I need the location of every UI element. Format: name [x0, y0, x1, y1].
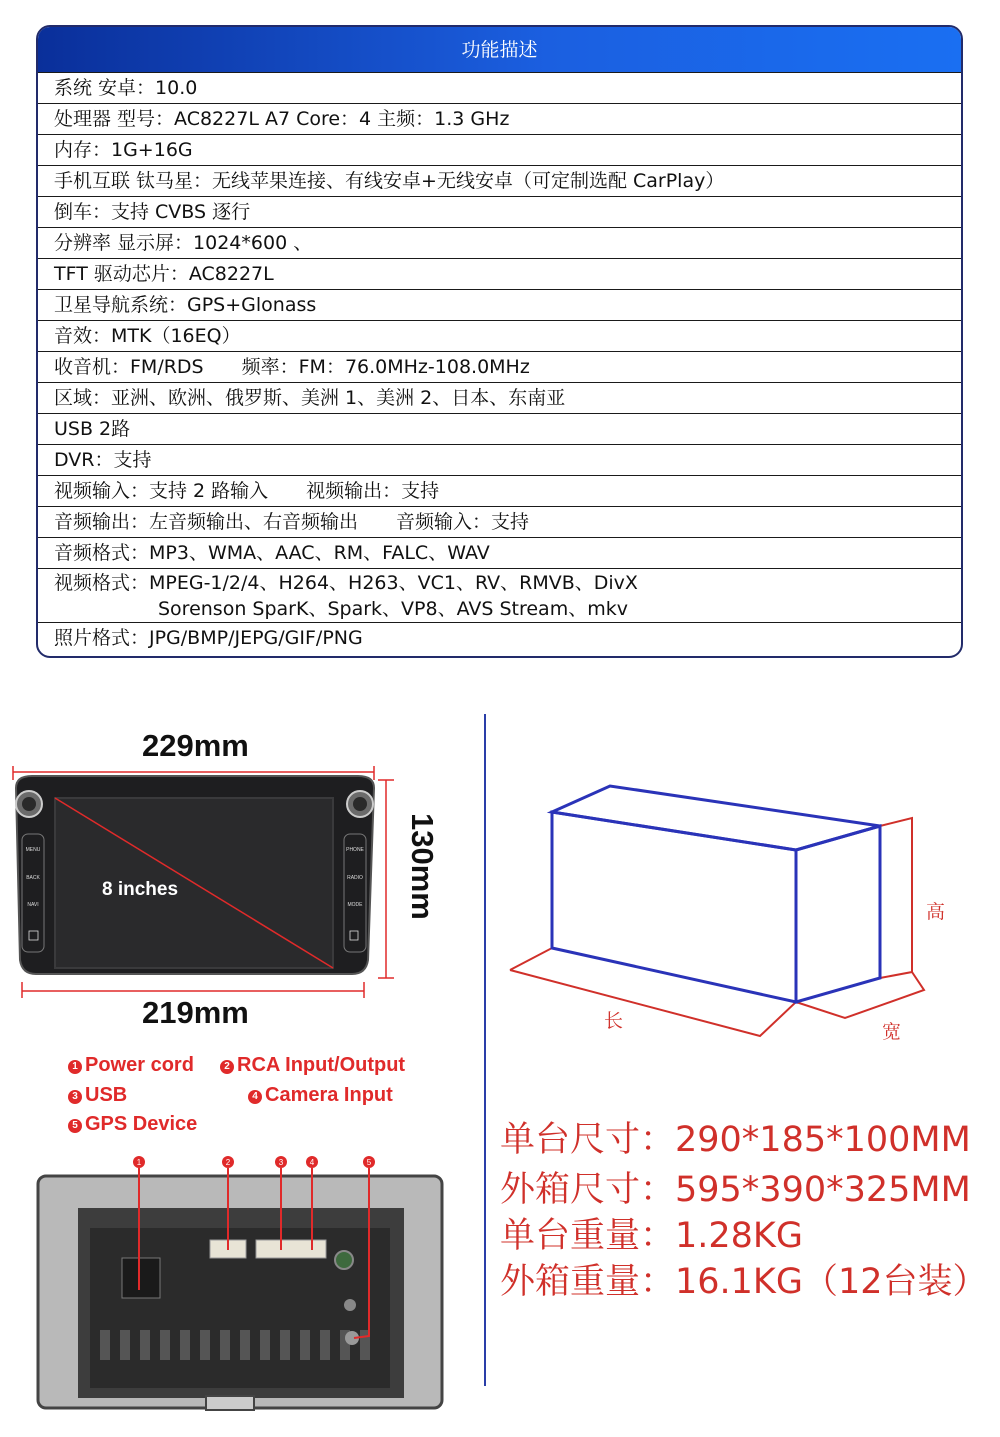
legend-gps: 5 GPS Device — [68, 1113, 197, 1136]
spec-table — [36, 25, 963, 658]
spec-row-video-io — [38, 476, 961, 507]
spec-row-system: 系统 安卓：10.0 — [38, 73, 961, 104]
spec-row-usb: USB 2路 — [38, 414, 961, 445]
box-height-label: 高 — [926, 901, 946, 923]
radio-button: RADIO — [347, 875, 363, 881]
box-length-label: 长 — [604, 1010, 624, 1032]
spec-row-resolution: 分辨率 显示屏：1024*600 、 — [38, 228, 961, 259]
box-width-label: 宽 — [882, 1021, 902, 1043]
callout-2: 2 — [225, 1158, 231, 1167]
legend-usb: 3 USB — [68, 1084, 127, 1107]
spec-row-region: 区域：亚洲、欧洲、俄罗斯、美洲 1、美洲 2、日本、东南亚 — [38, 383, 961, 414]
spec-row-audio-io — [38, 507, 961, 538]
spec-row-gps: 卫星导航系统：GPS+Glonass — [38, 290, 961, 321]
callout-3: 3 — [278, 1158, 284, 1167]
section-divider — [484, 714, 486, 1386]
menu-button: MENU — [25, 847, 41, 853]
callout-4: 4 — [309, 1158, 315, 1167]
spec-row-photo-format: 照片格式：JPG/BMP/JEPG/GIF/PNG — [54, 627, 363, 649]
radio-type: 收音机：FM/RDS — [54, 356, 204, 378]
spec-row-memory: 内存：1G+16G — [38, 135, 961, 166]
dimension-top-width: 229mm — [142, 728, 249, 763]
unit-weight: 单台重量：1.28KG — [500, 1216, 804, 1256]
carton-weight: 外箱重量：16.1KG（12台装） — [500, 1262, 988, 1302]
legend-rca: 2 RCA Input/Output — [220, 1054, 405, 1077]
video-output: 视频输出：支持 — [306, 480, 440, 502]
callout-1: 1 — [136, 1158, 142, 1167]
spec-title: 功能描述 — [38, 27, 961, 73]
spec-row-phonelink: 手机互联 钛马星：无线苹果连接、有线安卓+无线安卓（可定制选配 CarPlay） — [38, 166, 961, 197]
spec-row-radio — [38, 352, 961, 383]
spec-row-cpu: 处理器 型号：AC8227L A7 Core：4 主频：1.3 GHz — [38, 104, 961, 135]
spec-row-video-format — [38, 569, 961, 623]
spec-row-audio-effect: 音效：MTK（16EQ） — [38, 321, 961, 352]
carton-size: 外箱尺寸：595*390*325MM — [500, 1170, 971, 1210]
phone-button: PHONE — [346, 847, 364, 853]
dimension-bottom-width: 219mm — [142, 995, 249, 1030]
unit-size: 单台尺寸：290*185*100MM — [500, 1120, 971, 1160]
audio-output: 音频输出：左音频输出、右音频输出 — [54, 511, 359, 533]
screen-size-label: 8 inches — [102, 879, 179, 900]
legend-camera: 4 Camera Input — [248, 1084, 393, 1107]
back-button: BACK — [26, 875, 40, 881]
video-input: 视频输入：支持 2 路输入 — [54, 480, 269, 502]
head-unit-front-image — [0, 760, 440, 1010]
box-dimension-diagram — [500, 780, 940, 1050]
legend-power: 1 Power cord — [68, 1054, 194, 1077]
spec-row-reverse: 倒车：支持 CVBS 逐行 — [38, 197, 961, 228]
spec-row-audio-format: 音频格式：MP3、WMA、AAC、RM、FALC、WAV — [38, 538, 961, 569]
spec-row-tft: TFT 驱动芯片：AC8227L — [38, 259, 961, 290]
radio-frequency: 频率：FM：76.0MHz-108.0MHz — [241, 356, 530, 378]
video-format-line2: Sorenson SparK、Spark、VP8、AVS Stream、mkv — [158, 598, 628, 620]
audio-input: 音频输入：支持 — [396, 511, 530, 533]
head-unit-back-image — [30, 1150, 450, 1415]
spec-row-dvr: DVR：支持 — [38, 445, 961, 476]
video-format-line1: 视频格式：MPEG-1/2/4、H264、H263、VC1、RV、RMVB、DivX — [54, 572, 638, 594]
mode-button: MODE — [347, 902, 363, 908]
dimension-height: 130mm — [405, 813, 440, 920]
callout-5: 5 — [366, 1158, 372, 1167]
navi-button: NAVI — [27, 902, 39, 908]
